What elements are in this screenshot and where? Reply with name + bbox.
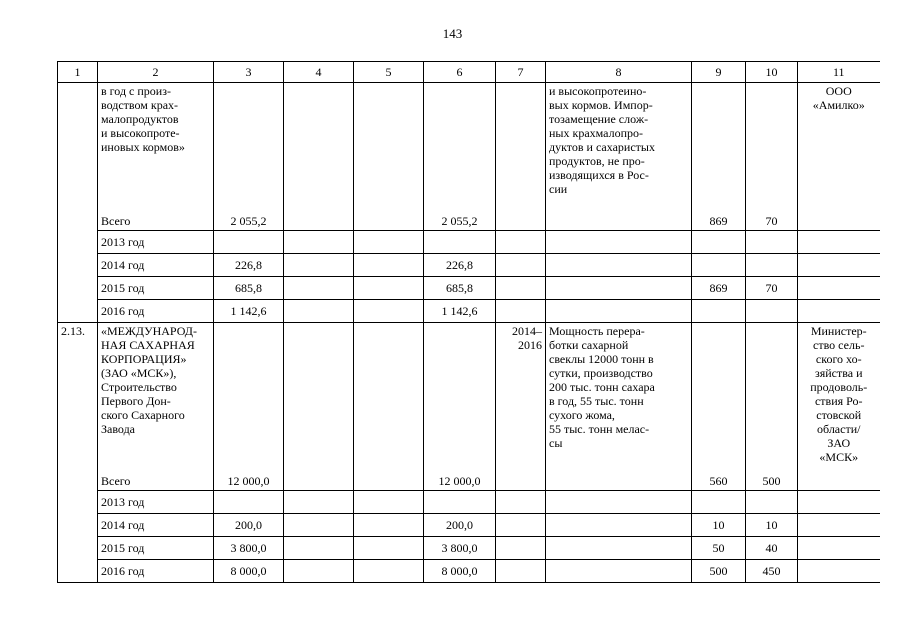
organization-line: Министер- <box>810 324 867 338</box>
project-name-line: НАЯ САХАРНАЯ <box>101 338 195 352</box>
total-extra-budget: 12 000,0 <box>424 473 496 491</box>
year-label: 2014 год <box>98 514 214 537</box>
total-extra-budget: 2 055,2 <box>424 213 496 231</box>
total-jobs: 560 <box>692 473 746 491</box>
amount-total-cell <box>214 83 284 213</box>
col-header-8: 8 <box>546 62 692 83</box>
project-name-line: и высокопроте- <box>101 126 180 140</box>
year-row <box>58 491 880 514</box>
project-row-continued <box>58 83 880 213</box>
organization-cell <box>798 83 880 213</box>
total-label: Всего <box>98 213 214 231</box>
description-line: и высокопротеино- <box>549 84 647 98</box>
organization-line: ского хо- <box>815 352 862 366</box>
project-name-line: ского Сахарного <box>101 408 185 422</box>
description-line: тозамещение слож- <box>549 112 649 126</box>
project-name-line: водством крах- <box>101 98 179 112</box>
project-name-line: (ЗАО «МСК»), <box>101 366 177 380</box>
project-name-line: Первого Дон- <box>101 394 171 408</box>
year-label: 2013 год <box>98 231 214 254</box>
organization-line: продоволь- <box>810 380 868 394</box>
organization-line: ствия Ро- <box>814 394 863 408</box>
description-line: ных крахмалопро- <box>549 126 643 140</box>
description-line: в год, 55 тыс. тонн <box>549 394 644 408</box>
project-name-cell <box>98 83 214 213</box>
col-header-11: 11 <box>798 62 880 83</box>
organization-cell <box>798 323 880 473</box>
organization-line: ство сель- <box>813 338 865 352</box>
description-line: продуктов, не про- <box>549 154 645 168</box>
description-line: 55 тыс. тонн мелас- <box>549 422 650 436</box>
project-index: 2.13. <box>58 323 98 583</box>
extra-budget-cell <box>424 83 496 213</box>
year-label: 2014 год <box>98 254 214 277</box>
description-line: сутки, производство <box>549 366 653 380</box>
description-line: ботки сахарной <box>549 338 629 352</box>
investment-projects-table <box>57 61 880 583</box>
year-row: 2014 год 226,8 226,8 <box>58 254 880 277</box>
col-header-9: 9 <box>692 62 746 83</box>
project-name-line: Завода <box>101 422 136 436</box>
project-name-line: «МЕЖДУНАРОД- <box>101 324 197 338</box>
total-row <box>58 473 880 491</box>
organization-line: стовской <box>816 408 862 422</box>
project-description-cell <box>546 323 692 473</box>
year-row: 2016 год 1 142,6 1 142,6 <box>58 300 880 323</box>
description-line: 200 тыс. тонн сахара <box>549 380 655 394</box>
federal-cell <box>284 83 354 213</box>
organization-line: «Амилко» <box>812 98 865 112</box>
description-line: сухого жома, <box>549 408 615 422</box>
total-amount: 2 055,2 <box>214 213 284 231</box>
organization-line: «МСК» <box>819 450 859 464</box>
period-cell <box>496 83 546 213</box>
year-label: 2016 год <box>98 300 214 323</box>
project-name-line: КОРПОРАЦИЯ» <box>101 352 187 366</box>
project-name-line: иновых кормов» <box>101 140 185 154</box>
description-line: сии <box>549 182 568 196</box>
year-row: 2015 год 3 800,0 3 800,0 50 40 <box>58 537 880 560</box>
total-amount: 12 000,0 <box>214 473 284 491</box>
regional-cell <box>354 83 424 213</box>
total-jobs: 869 <box>692 213 746 231</box>
year-label: 2016 год <box>98 560 214 583</box>
total-tax: 500 <box>746 473 798 491</box>
project-row-2-13 <box>58 323 880 473</box>
year-row: 2015 год 685,8 685,8 869 70 <box>58 277 880 300</box>
project-description-cell <box>546 83 692 213</box>
description-line: свеклы 12000 тонн в <box>549 352 654 366</box>
description-line: вых кормов. Импор- <box>549 98 653 112</box>
col-header-3: 3 <box>214 62 284 83</box>
project-index-cell <box>58 83 98 323</box>
year-row: 2014 год 200,0 200,0 10 10 <box>58 514 880 537</box>
project-name-line: Строительство <box>101 380 177 394</box>
col-header-6: 6 <box>424 62 496 83</box>
total-tax: 70 <box>746 213 798 231</box>
organization-line: ЗАО <box>827 436 851 450</box>
col-header-2: 2 <box>98 62 214 83</box>
year-row: 2016 год 8 000,0 8 000,0 500 450 <box>58 560 880 583</box>
col-header-1: 1 <box>58 62 98 83</box>
period-cell <box>496 323 546 473</box>
organization-line: ООО <box>825 84 852 98</box>
column-number-row <box>58 62 880 83</box>
total-label: Всего <box>98 473 214 491</box>
col-header-4: 4 <box>284 62 354 83</box>
project-name-line: малопродуктов <box>101 112 179 126</box>
project-name-line: в год с произ- <box>101 84 171 98</box>
period-line: 2014– <box>512 324 542 338</box>
year-row <box>58 231 880 254</box>
jobs-cell <box>692 83 746 213</box>
period-line: 2016 <box>518 338 542 352</box>
tax-cell <box>746 83 798 213</box>
description-line: сы <box>549 436 563 450</box>
total-row <box>58 213 880 231</box>
description-line: дуктов и сахаристых <box>549 140 655 154</box>
description-line: Мощность перера- <box>549 324 645 338</box>
col-header-10: 10 <box>746 62 798 83</box>
year-label: 2015 год <box>98 537 214 560</box>
col-header-7: 7 <box>496 62 546 83</box>
description-line: изводящихся в Рос- <box>549 168 649 182</box>
col-header-5: 5 <box>354 62 424 83</box>
year-label: 2015 год <box>98 277 214 300</box>
organization-line: области/ <box>817 422 861 436</box>
page-number: 143 <box>442 26 463 41</box>
year-label: 2013 год <box>98 491 214 514</box>
project-name-cell <box>98 323 214 473</box>
organization-line: зяйства и <box>814 366 863 380</box>
